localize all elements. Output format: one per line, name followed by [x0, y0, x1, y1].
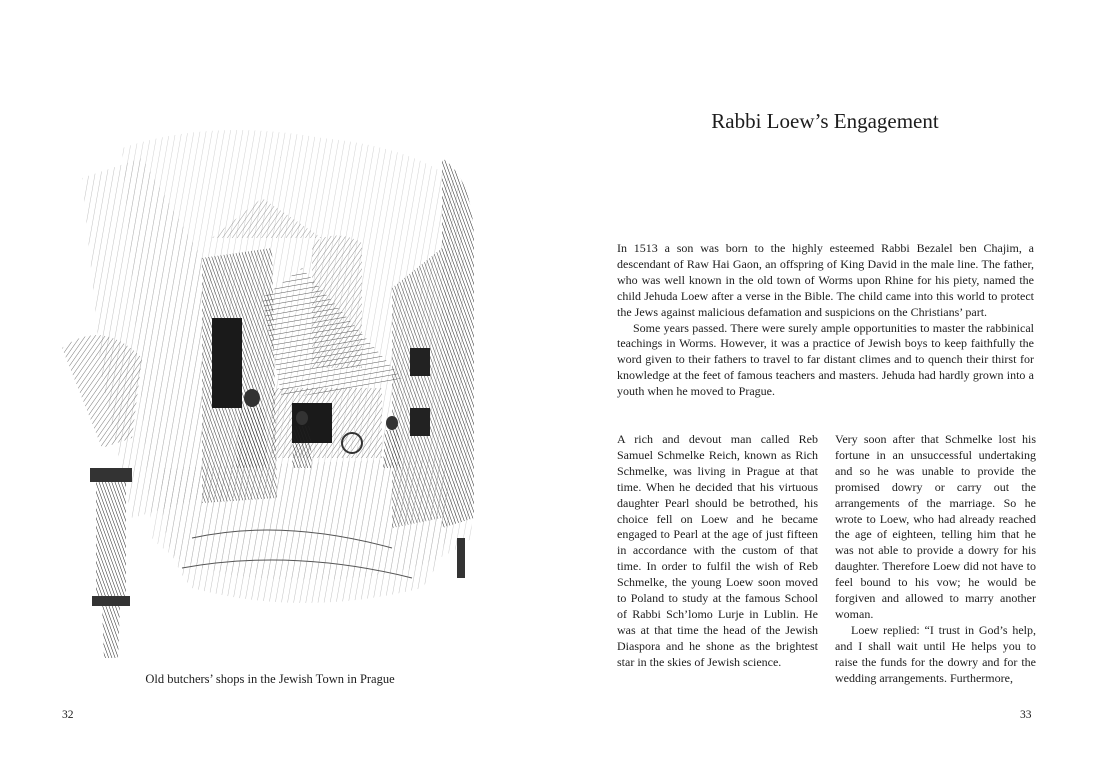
page-number-right: 33	[1020, 709, 1032, 721]
text-column-left	[617, 432, 818, 671]
column-paragraph: A rich and devout man called Reb Samuel Schmelke Reich, known as Rich Schmelke, was living in Prague at that time. When he decided that his virtuous daughter Pearl should be betrothed, his choice fell on Loew and he became engaged to Pearl at the age of just fifteen in accordance with the custom of that time. In order to fulfil the wish of Reb Schmelke, the young Loew soon moved to Poland to study at the famous School of Rabbi Sch’lomo Lurje in Lublin. He was at that time the head of the Jewish Diaspora and he shone as the brightest star in the skies of Jewish science.	[617, 432, 818, 669]
illustration-caption: Old butchers’ shops in the Jewish Town in Prague	[145, 672, 395, 686]
intro-paragraph: Some years passed. There were surely ample opportunities to master the rabbinical teachings in Worms. However, it was a practice of Jewish boys to keep faithfully the word given to their fathers to travel to far distant climes and to quench their thirst for knowledge at the feet of famous teachers and masters. Jehuda had hardly grown into a youth when he moved to Prague.	[617, 320, 1034, 399]
street-engraving-illustration	[62, 118, 482, 663]
intro-text	[617, 241, 1034, 400]
text-column-right	[835, 432, 1036, 687]
left-page	[0, 0, 548, 778]
chapter-title: Rabbi Loew’s Engagement	[711, 109, 939, 133]
right-page	[548, 0, 1097, 778]
page-number-left: 32	[62, 709, 74, 721]
intro-paragraph: In 1513 a son was born to the highly esteemed Rabbi Bezalel ben Chajim, a descendant of Raw Hai Gaon, an offspring of King David in the male line. The father, who was well known in the old town of Worms upon Rhine for his piety, named the child Jehuda Loew after a verse in the Bible. The child came into this world to protect the Jews against malicious defamation and suspicions on the Christians’ part.	[617, 241, 1034, 319]
column-paragraph: Very soon after that Schmelke lost his fortune in an unsuccessful undertaking and so he was unable to provide the promised dowry or carry out the arrangements of the marriage. So he wrote to Loew, who had already reached the age of eighteen, telling him that he was not able to provide a dowry for his daughter. Therefore Loew did not have to feel bound to his vow; he would be forgiven and allowed to marry another woman.	[835, 432, 1036, 621]
column-paragraph: Loew replied: “I trust in God’s help, and I shall wait until He helps you to raise the funds for the dowry and for the wedding arrangements. Furthermore,	[835, 622, 1036, 685]
